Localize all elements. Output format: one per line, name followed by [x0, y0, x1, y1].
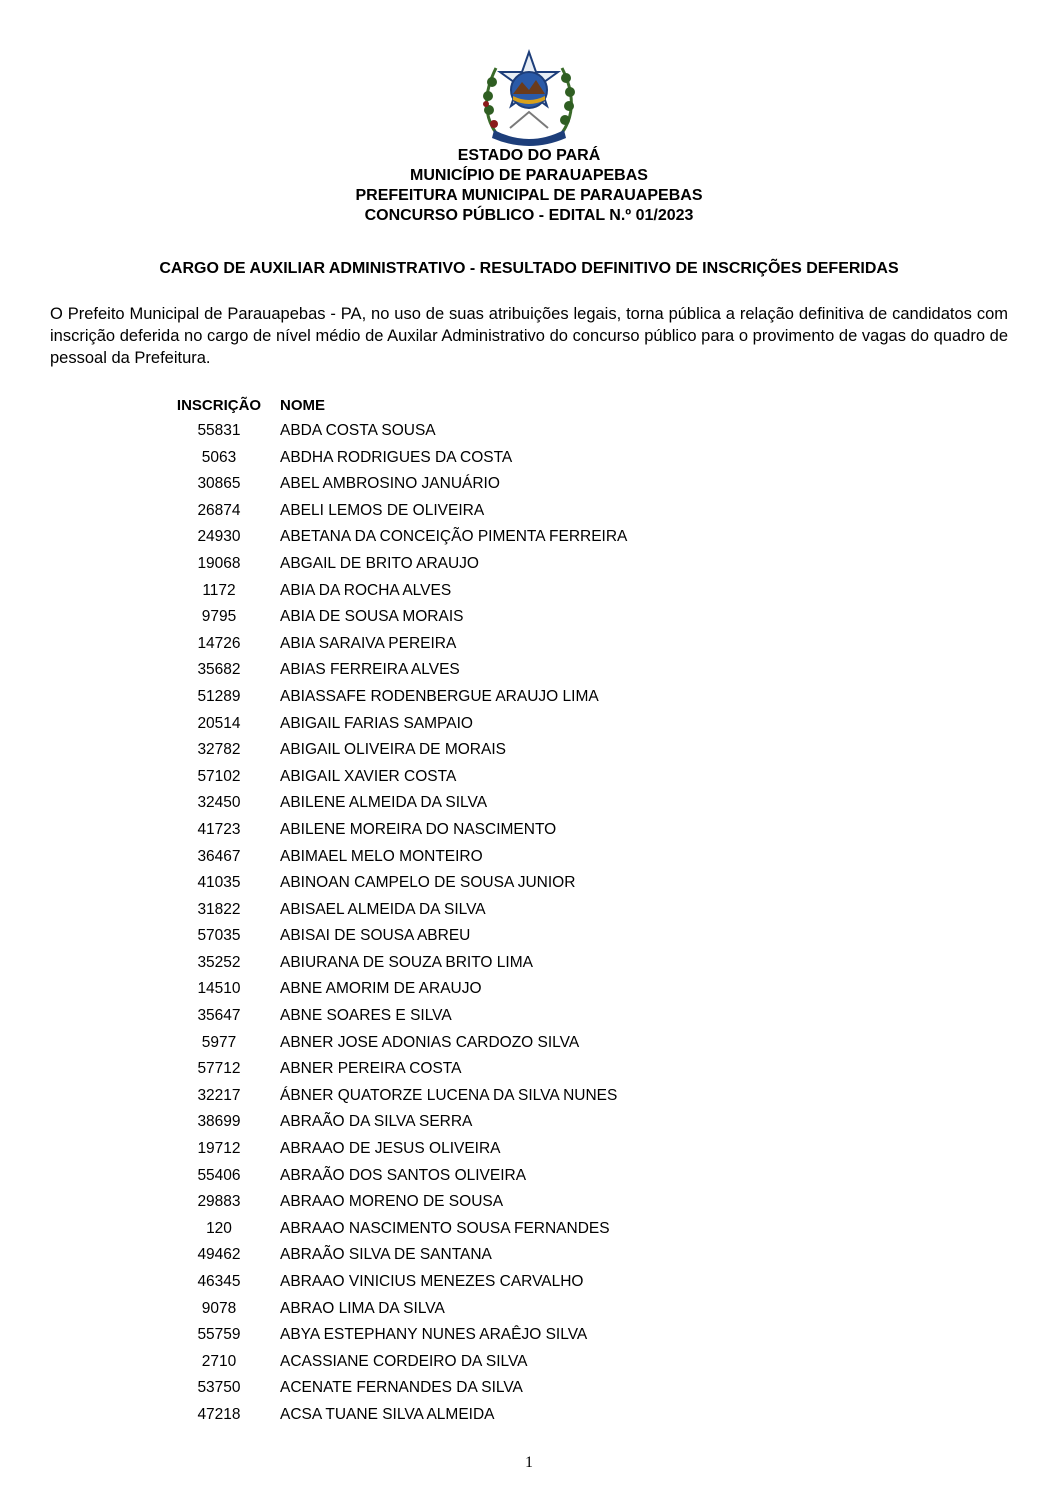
- inscricao-number: 29883: [197, 1193, 241, 1211]
- page-number: 1: [525, 1454, 533, 1471]
- candidate-name: ACENATE FERNANDES DA SILVA: [280, 1379, 523, 1397]
- inscricao-number: 1172: [202, 581, 236, 599]
- header-state: ESTADO DO PARÁ: [457, 147, 601, 164]
- municipal-crest-emblem: [470, 48, 588, 148]
- candidate-name: ABISAI DE SOUSA ABREU: [280, 927, 471, 945]
- inscricao-number: 31822: [197, 900, 241, 918]
- candidate-name: ABIGAIL FARIAS SAMPAIO: [280, 714, 473, 732]
- candidate-name: ABRAÃO DOS SANTOS OLIVEIRA: [280, 1166, 527, 1184]
- candidate-name: ABINOAN CAMPELO DE SOUSA JUNIOR: [280, 874, 576, 892]
- list-item: [170, 1136, 870, 1163]
- inscricao-number: 41035: [197, 874, 241, 892]
- list-item: [170, 604, 870, 631]
- document-header: [0, 146, 1058, 226]
- list-item: [170, 498, 870, 525]
- inscricao-number: 49462: [197, 1246, 241, 1264]
- candidate-name: ABRAAO NASCIMENTO SOUSA FERNANDES: [280, 1219, 610, 1237]
- list-item: [170, 418, 870, 445]
- candidate-name: ABNE AMORIM DE ARAUJO: [280, 980, 482, 998]
- header-inscricao: INSCRIÇÃO: [176, 397, 262, 414]
- list-item: [170, 524, 870, 551]
- inscricao-number: 24930: [197, 528, 241, 546]
- header-nome: NOME: [280, 397, 325, 414]
- list-rows: [170, 418, 870, 1429]
- candidate-name: ABIA SARAIVA PEREIRA: [280, 634, 457, 652]
- intro-paragraph: O Prefeito Municipal de Parauapebas - PA, no uso de suas atribuições legais, torna pública a relação definitiva de candidatos com inscrição deferida no cargo de nível médio de Auxilar Administrativo do concurso público para o provimento de vagas do quadro de pessoal da Prefeitura.: [50, 305, 1008, 367]
- inscricao-number: 57035: [197, 927, 241, 945]
- inscricao-number: 32782: [197, 741, 241, 759]
- candidate-name: ABIASSAFE RODENBERGUE ARAUJO LIMA: [280, 687, 599, 705]
- list-item: [170, 1189, 870, 1216]
- list-item: [170, 711, 870, 738]
- list-item: [170, 1003, 870, 1030]
- list-item: [170, 764, 870, 791]
- inscricao-number: 30865: [197, 475, 241, 493]
- header-municipality: MUNICÍPIO DE PARAUAPEBAS: [410, 167, 648, 184]
- candidate-name: ABIA DE SOUSA MORAIS: [280, 608, 464, 626]
- inscricao-number: 120: [206, 1219, 232, 1237]
- candidate-name: ABNER JOSE ADONIAS CARDOZO SILVA: [280, 1033, 580, 1051]
- inscricao-number: 35252: [197, 953, 241, 971]
- inscricao-number: 57102: [197, 767, 241, 785]
- list-item: [170, 897, 870, 924]
- header-edital: CONCURSO PÚBLICO - EDITAL N.º 01/2023: [364, 207, 694, 224]
- inscricao-number: 47218: [197, 1405, 241, 1423]
- candidate-name: ABDA COSTA SOUSA: [280, 422, 436, 439]
- inscricao-number: 38699: [197, 1113, 241, 1131]
- candidate-name: ABNER PEREIRA COSTA: [280, 1060, 462, 1078]
- inscricao-number: 51289: [197, 687, 241, 705]
- list-item: [170, 684, 870, 711]
- candidate-name: ÁBNER QUATORZE LUCENA DA SILVA NUNES: [280, 1086, 618, 1104]
- list-item: [170, 1296, 870, 1323]
- inscricao-number: 36467: [197, 847, 241, 865]
- list-item: [170, 657, 870, 684]
- candidate-name: ABRAAO MORENO DE SOUSA: [280, 1193, 504, 1211]
- candidate-name: ABIGAIL OLIVEIRA DE MORAIS: [280, 741, 506, 759]
- candidate-name: ACASSIANE CORDEIRO DA SILVA: [280, 1352, 528, 1370]
- list-item: [170, 1056, 870, 1083]
- candidate-name: ABIMAEL MELO MONTEIRO: [280, 847, 483, 865]
- candidate-name: ABIA DA ROCHA ALVES: [280, 581, 452, 599]
- inscricao-number: 14726: [197, 634, 241, 652]
- candidate-name: ABEL AMBROSINO JANUÁRIO: [280, 475, 500, 493]
- list-item: [170, 1402, 870, 1429]
- list-item: [170, 976, 870, 1003]
- list-item: [170, 1163, 870, 1190]
- inscricao-number: 5063: [201, 448, 237, 466]
- inscricao-number: 14510: [197, 980, 241, 998]
- list-item: [170, 445, 870, 472]
- inscricao-number: 35647: [197, 1007, 241, 1025]
- list-item: [170, 1349, 870, 1376]
- inscricao-number: 35682: [197, 661, 241, 679]
- inscricao-number: 20514: [197, 714, 241, 732]
- list-header: [170, 394, 870, 418]
- candidate-name: ABELI LEMOS DE OLIVEIRA: [280, 501, 485, 519]
- list-item: [170, 471, 870, 498]
- inscricao-number: 46345: [197, 1273, 241, 1290]
- candidate-name: ACSA TUANE SILVA ALMEIDA: [280, 1405, 495, 1423]
- list-item: [170, 631, 870, 658]
- inscricao-number: 53750: [197, 1379, 241, 1397]
- list-item: [170, 1030, 870, 1057]
- list-item: [170, 870, 870, 897]
- list-item: [170, 1242, 870, 1269]
- inscricao-number: 55406: [197, 1166, 241, 1184]
- candidate-name: ABILENE MOREIRA DO NASCIMENTO: [280, 820, 557, 838]
- inscricao-number: 32217: [197, 1086, 241, 1104]
- list-item: [170, 1269, 870, 1296]
- inscricao-number: 32450: [197, 794, 241, 812]
- list-item: [170, 1083, 870, 1110]
- list-item: [170, 950, 870, 977]
- candidate-name: ABYA ESTEPHANY NUNES ARAÊJO SILVA: [280, 1326, 588, 1344]
- inscricao-number: 55759: [197, 1326, 241, 1344]
- inscricao-number: 5977: [201, 1033, 237, 1051]
- list-item: [170, 551, 870, 578]
- candidate-name: ABRAAO VINICIUS MENEZES CARVALHO: [280, 1273, 584, 1290]
- candidate-name: ABIGAIL XAVIER COSTA: [280, 767, 457, 785]
- candidate-name: ABRAAO DE JESUS OLIVEIRA: [280, 1140, 501, 1158]
- inscricao-number: 9795: [201, 608, 237, 626]
- header-prefecture: PREFEITURA MUNICIPAL DE PARAUAPEBAS: [355, 187, 703, 204]
- candidate-name: ABDHA RODRIGUES DA COSTA: [280, 448, 513, 466]
- candidate-name: ABISAEL ALMEIDA DA SILVA: [280, 900, 486, 918]
- list-item: [170, 844, 870, 871]
- candidate-name: ABILENE ALMEIDA DA SILVA: [280, 794, 488, 812]
- candidate-name: ABRAÃO SILVA DE SANTANA: [280, 1246, 492, 1264]
- inscricao-number: 41723: [197, 820, 241, 838]
- list-item: [170, 790, 870, 817]
- inscricao-number: 19712: [197, 1140, 241, 1158]
- list-item: [170, 1322, 870, 1349]
- list-item: [170, 1375, 870, 1402]
- list-item: [170, 578, 870, 605]
- candidate-name: ABETANA DA CONCEIÇÃO PIMENTA FERREIRA: [280, 528, 628, 546]
- inscricao-number: 57712: [197, 1060, 241, 1078]
- document-title: CARGO DE AUXILIAR ADMINISTRATIVO - RESULTADO DEFINITIVO DE INSCRIÇÕES DEFERIDAS: [159, 260, 899, 277]
- candidate-name: ABRAO LIMA DA SILVA: [280, 1299, 445, 1317]
- inscricao-number: 2710: [201, 1352, 237, 1370]
- list-item: [170, 817, 870, 844]
- list-item: [170, 923, 870, 950]
- inscricao-number: 26874: [197, 501, 241, 519]
- candidates-list: [170, 394, 870, 1429]
- candidate-name: ABGAIL DE BRITO ARAUJO: [280, 554, 479, 572]
- inscricao-number: 9078: [201, 1299, 237, 1317]
- inscricao-number: 55831: [197, 422, 241, 439]
- inscricao-number: 19068: [197, 554, 241, 572]
- list-item: [170, 737, 870, 764]
- candidate-name: ABNE SOARES E SILVA: [280, 1007, 452, 1025]
- list-item: [170, 1216, 870, 1243]
- candidate-name: ABIAS FERREIRA ALVES: [280, 661, 460, 679]
- candidate-name: ABIURANA DE SOUZA BRITO LIMA: [280, 953, 533, 971]
- list-item: [170, 1109, 870, 1136]
- candidate-name: ABRAÃO DA SILVA SERRA: [280, 1113, 473, 1131]
